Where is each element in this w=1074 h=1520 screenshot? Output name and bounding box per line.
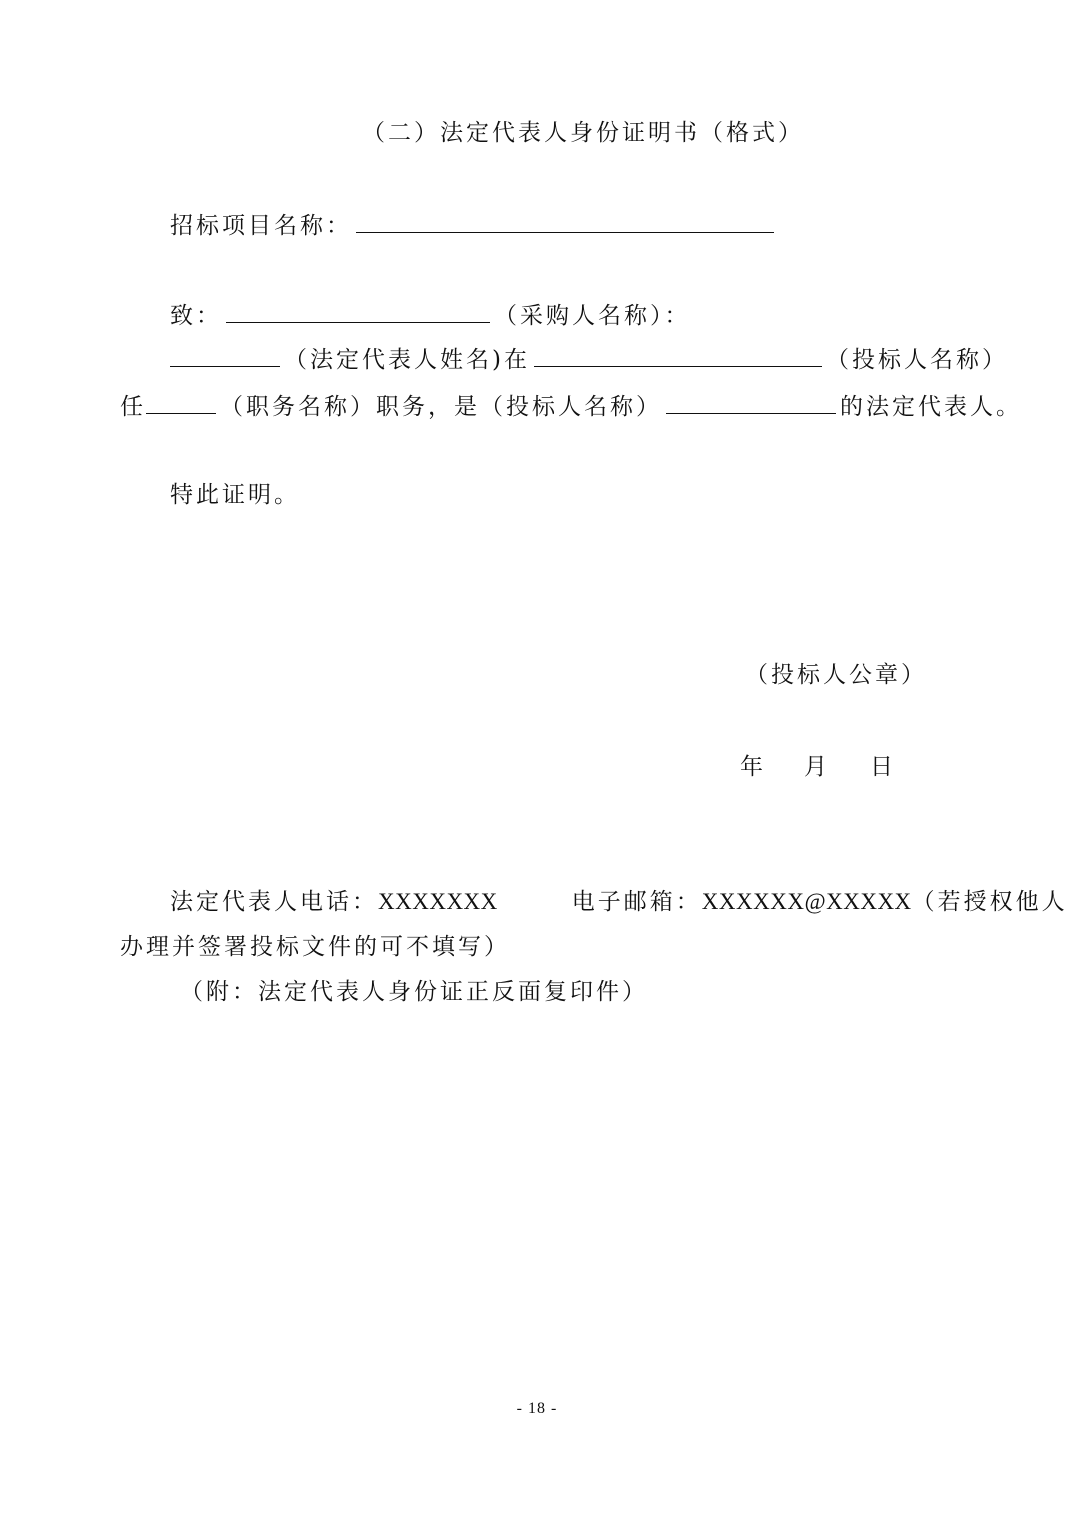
certify-text: 特此证明。 — [170, 482, 300, 508]
email-label: 电子邮箱： — [571, 889, 702, 915]
date-month: 月 — [804, 754, 830, 780]
date-row — [740, 752, 896, 782]
position-hint: （职务名称）职务，是（投标人名称） — [220, 394, 662, 420]
to-row — [170, 300, 691, 331]
project-name-row — [170, 210, 778, 241]
date-year: 年 — [740, 754, 766, 780]
purchaser-name-blank — [226, 300, 490, 323]
legal-rep-name-blank — [170, 344, 280, 367]
legal-rep-name-hint: （法定代表人姓名)在 — [284, 347, 530, 373]
position-prefix: 任 — [120, 394, 146, 420]
position-row — [120, 391, 1022, 422]
project-name-label: 招标项目名称： — [170, 213, 352, 239]
email-value: XXXXXX@XXXXX — [701, 889, 912, 914]
project-name-blank — [356, 210, 774, 233]
contact-row — [170, 887, 1068, 917]
email-note: （若授权他人 — [911, 889, 1068, 915]
purchaser-hint: （采购人名称）： — [494, 303, 691, 329]
position-blank — [146, 391, 216, 414]
page-number: - 18 - — [516, 1400, 558, 1417]
position-suffix: 的法定代表人。 — [840, 394, 1022, 420]
page-title: （二）法定代表人身份证明书（格式） — [362, 120, 804, 146]
bidder-name-blank-1 — [534, 344, 822, 367]
phone-value: XXXXXXX — [378, 889, 498, 914]
email-note-continued: 办理并签署投标文件的可不填写） — [120, 934, 510, 960]
to-label: 致： — [170, 303, 222, 329]
legal-rep-row — [170, 344, 1008, 375]
phone-label: 法定代表人电话： — [170, 889, 378, 915]
bidder-name-hint-1: （投标人名称） — [825, 347, 1008, 373]
bidder-name-blank-2 — [666, 391, 836, 414]
attachment-note: （附：法定代表人身份证正反面复印件） — [180, 979, 648, 1005]
seal-text: （投标人公章） — [745, 662, 927, 688]
date-day: 日 — [870, 754, 896, 780]
